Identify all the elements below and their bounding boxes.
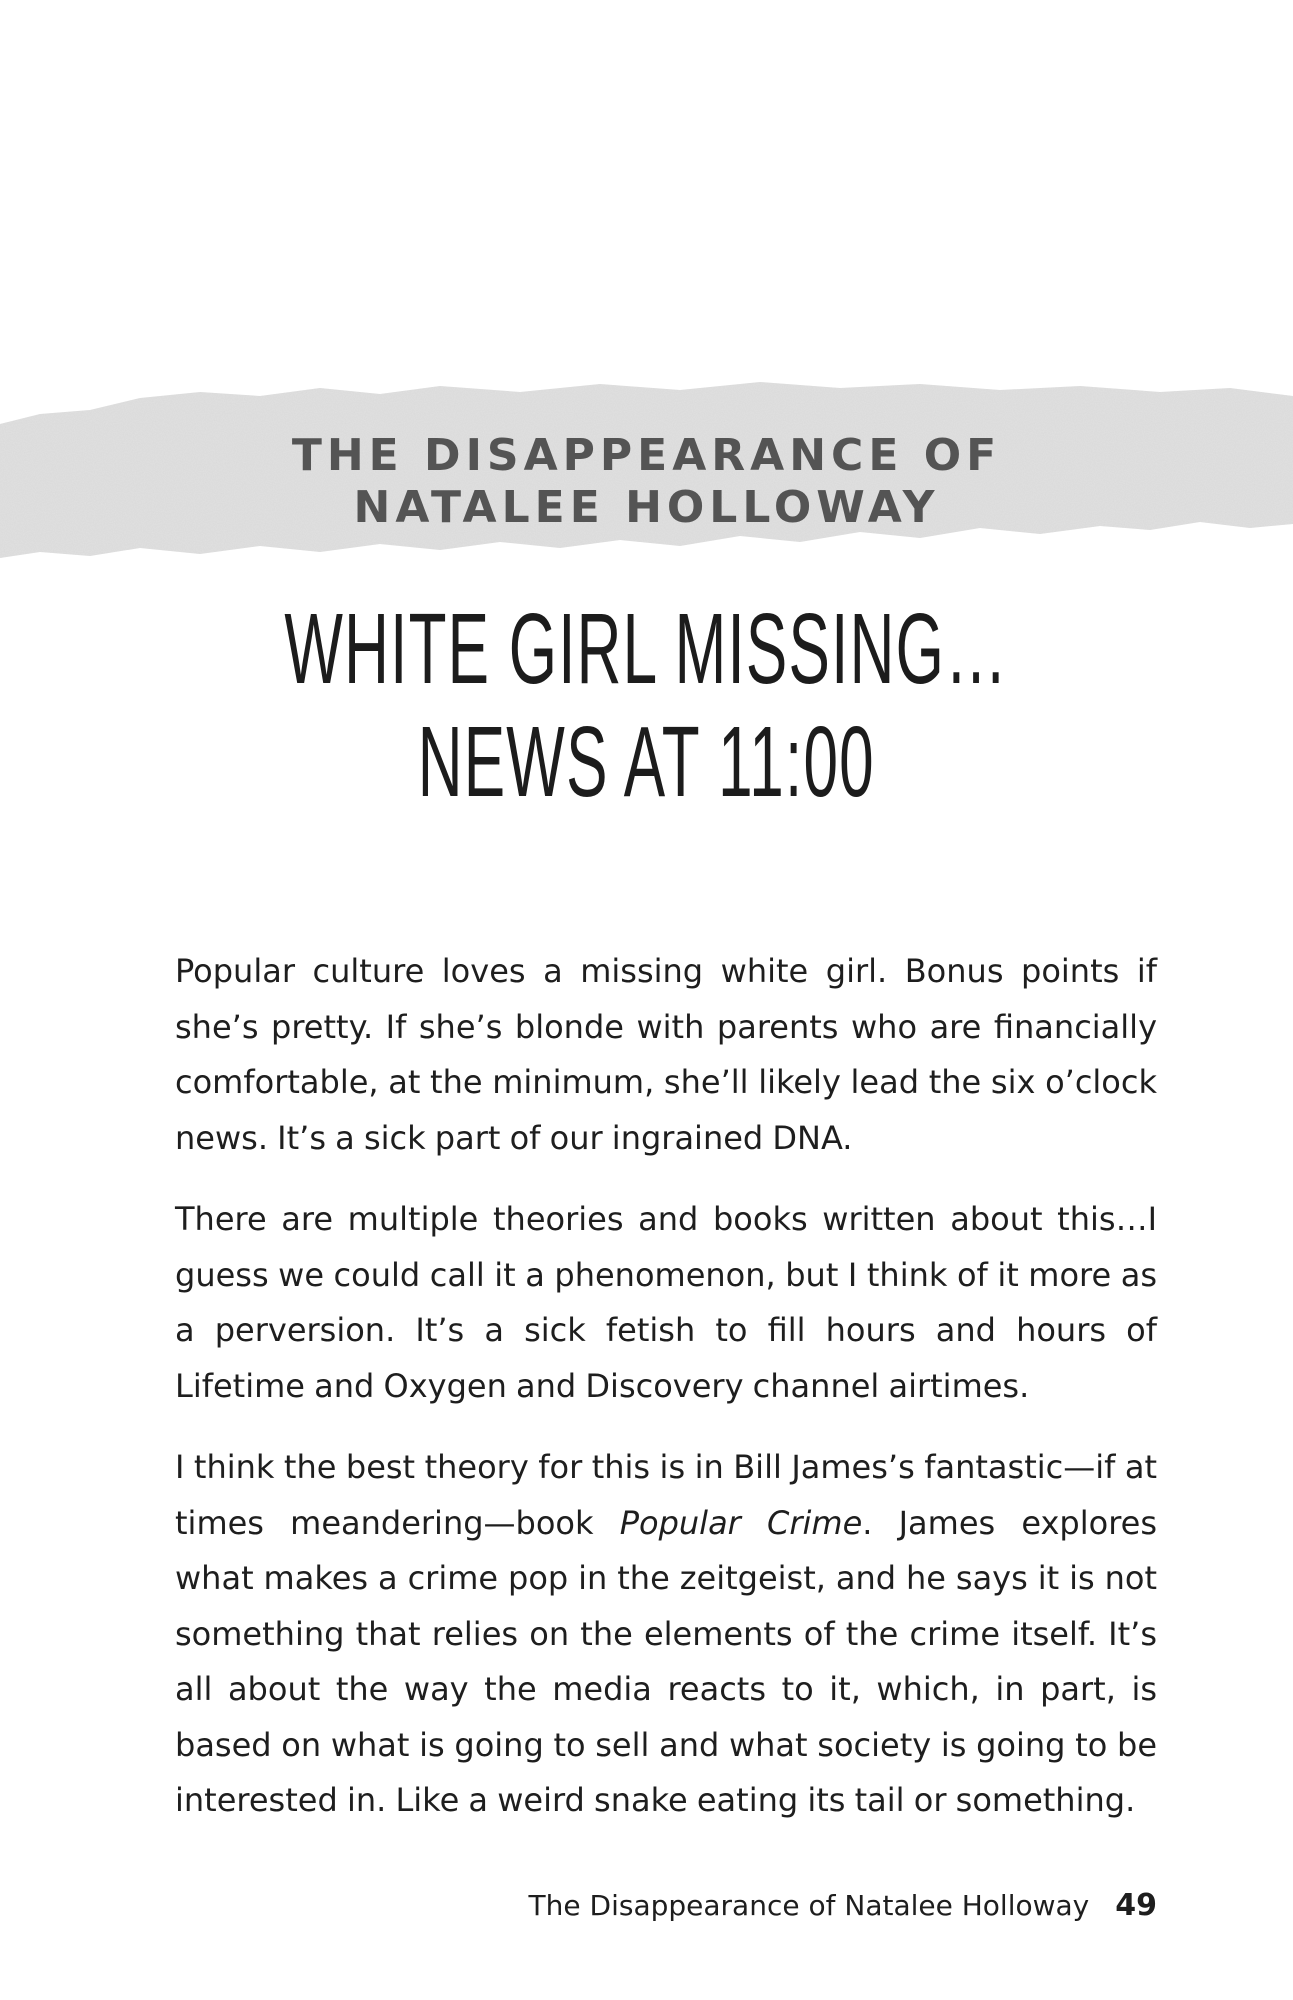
paragraph-3 (175, 1440, 1157, 1829)
paragraph-3-end: . James explores what makes a crime pop in the zeitgeist, and he says it is not something that relies on the elements of the crime itself. It’s all about the way the media reacts to it, which, in part, is based on what is going to sell and what society is going to be interested in. Like a weird snake eating its tail or something. (175, 1503, 1157, 1819)
paragraph-1: Popular culture loves a missing white girl. Bonus points if she’s pretty. If she’s blonde with parents who are financially comfortable, at the minimum, she’ll likely lead the six o’clock news. It’s a sick part of our ingrained DNA. (175, 952, 1157, 1157)
chapter-label-line1: THE DISAPPEARANCE OF (291, 430, 1002, 481)
paragraph-2: There are multiple theories and books written about this…I guess we could call it a phenomenon, but I think of it more as a perversion. It’s a sick fetish to fill hours and hours of Lifetime and Oxygen and Discovery channel airtimes. (175, 1200, 1157, 1405)
body-text (175, 944, 1157, 1855)
running-title: The Disappearance of Natalee Holloway (528, 1889, 1090, 1922)
paragraph-3-start: I think the best theory for this is in Bill James’s fantastic—if at times meandering—book (175, 1448, 1157, 1542)
chapter-title-line1: WHITE GIRL MISSING… (284, 593, 1009, 705)
chapter-title-line2: NEWS AT 11:00 (417, 706, 875, 818)
page-number: 49 (1115, 1888, 1157, 1923)
book-title: Popular Crime (619, 1503, 863, 1542)
page-footer (529, 1888, 1157, 1923)
chapter-label-line2: NATALEE HOLLOWAY (353, 482, 940, 533)
